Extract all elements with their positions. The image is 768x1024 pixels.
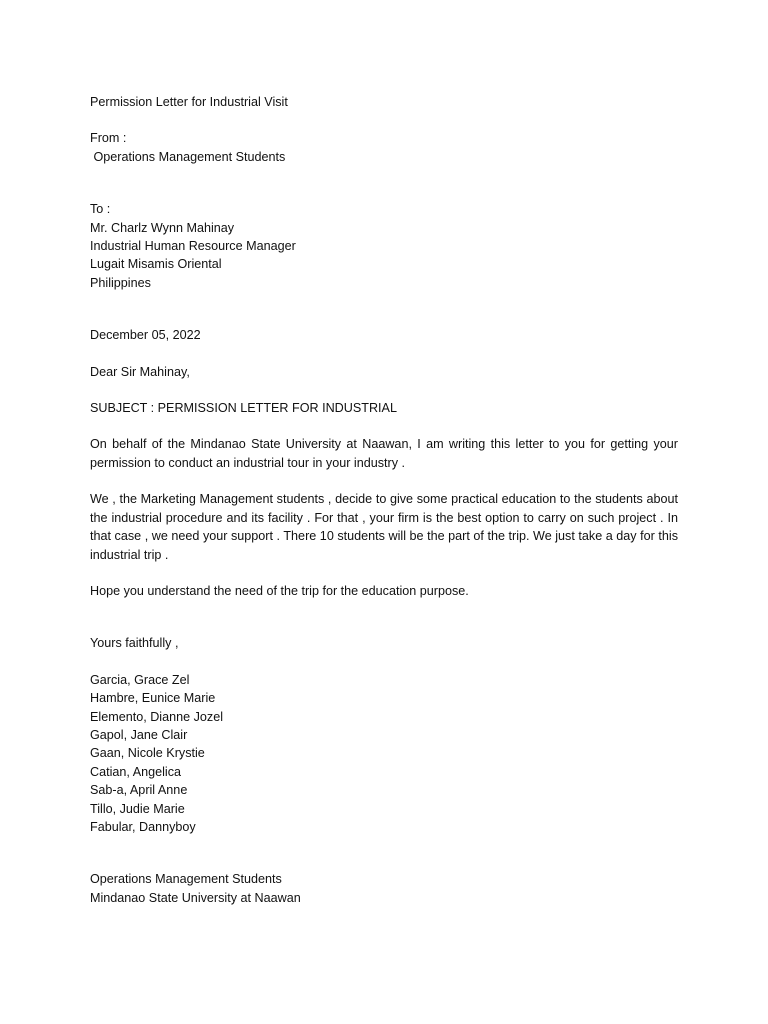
to-label: To : [90,202,111,217]
footer-university: Mindanao State University at Naawan [90,890,301,905]
closing: Yours faithfully , [90,636,179,651]
recipient-location: Lugait Misamis Oriental [90,257,222,272]
signatory-name: Sab-a, April Anne [90,783,188,798]
from-label: From : [90,131,127,146]
recipient-name: Mr. Charlz Wynn Mahinay [90,220,235,235]
signatory-list [90,671,678,837]
letter-page [90,93,678,907]
signatory-name: Catian, Angelica [90,764,182,779]
letter-title: Permission Letter for Industrial Visit [90,95,288,109]
signatory-name: Fabular, Dannyboy [90,819,196,834]
signatory-name: Gaan, Nicole Krystie [90,746,205,761]
letter-date: December 05, 2022 [90,328,201,343]
body-paragraph-1: On behalf of the Mindanao State University at Naawan, I am writing this letter to you for getting your permission to conduct an industrial tour in your industry . [90,437,678,470]
salutation: Dear Sir Mahinay, [90,364,190,379]
footer-group: Operations Management Students [90,872,282,887]
body-paragraph-2: We , the Marketing Management students , decide to give some practical education to the students about the industrial procedure and its facility . For that , your firm is the best option to carry on such project . In that case , we need your support . There 10 students will be the part of the trip. We just take a day for this industrial trip . [90,492,678,562]
recipient-position: Industrial Human Resource Manager [90,239,296,254]
recipient-country: Philippines [90,275,151,290]
body-paragraph-3: Hope you understand the need of the trip for the education purpose. [90,583,469,598]
signatory-name: Tillo, Judie Marie [90,801,185,816]
signatory-name: Garcia, Grace Zel [90,672,190,687]
signatory-name: Gapol, Jane Clair [90,727,188,742]
signatory-name: Hambre, Eunice Marie [90,691,216,706]
subject-line: SUBJECT : PERMISSION LETTER FOR INDUSTRIAL [90,401,397,416]
signatory-name: Elemento, Dianne Jozel [90,709,224,724]
from-value: Operations Management Students [90,149,286,164]
